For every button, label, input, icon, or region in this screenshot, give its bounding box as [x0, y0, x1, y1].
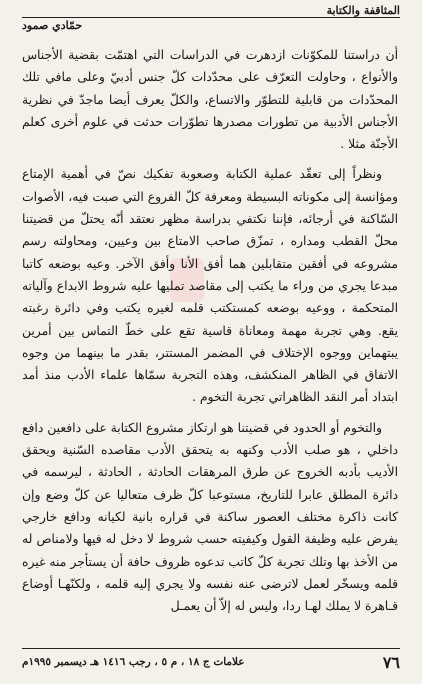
section-title: المثاقفة والكتابة	[326, 4, 400, 17]
page-footer	[22, 648, 400, 675]
page-number: ٧٦	[382, 652, 400, 672]
paragraph-3: والتخوم أو الحدود في قضيتنا هو ارتكاز مشروع الكتابة على دافعين دافع داخلي ، هو صلب الأدب وكنهه به يتحقق الأدب مقاصده السّنية ويحقق الأديب بأدبه الخروج عن طرق المرهقات الحادثة ، الحادثة ، ليرسمه في دائرة المطلق عابرا للتاريخ، مستوعبا كلّ ظرف متعاليا عن كلّ وضع وإن كانت ذاكرة مختلف العصور ساكنة في قراره بانية لكيانه ودافع خارجي يفرض عليه وظيفة القول وكيفيته حسب شروط لا دخل له فيها ولامناص له من الأخذ بها وتلك تجربة كلّ كاتب تدعوه ظروف حافة أن يستأجر منه غيره قلمه ويسخّر لعمل لاترضى عنه نفسه ولا يجري إليه قلمه ، ولكنّهـا أوضاع قـاهرة لا يملك لهـا ردا، وليس له إلاّ أن يعمـل	[22, 420, 398, 614]
running-header	[22, 3, 400, 37]
paragraph-2: ونظراً إلى تعقّد عملية الكتابة وصعوبة تفكيك نصّ في أهمية الإمتاع ومؤانسة إلى مكوناته البسيطة ومعرفة كلّ الفروع التي صبت فيه، الأصوات السّاكنة في أرجائه، فإننا نكتفي بدراسة مظهر نعتقد أنّه يحتلّ من قضيتنا محلّ القطب ومداره ، تمزّق صاحب الامتاع بين وعيين، ومحاولته رسم مشروعه في أفقين متقابلين هما أفق الأنا وأفق الآخر. وعيه بوضعه كاتبا مبدعا يجري من وراء ما يكتب إلى مقاصد تمليها عليه شروط الابداع وآلياته المتحكمة ، ووعيه بوضعه كمستكتب قلمه لغيره يكتب وفي دائرة رغبته يقع. وهي تجربة مهمة ومعاناة قاسية تقع على خطّ التماس بين أمرين يبتهماين ووجوه الإختلاف في المضمر المستتر، بقدر ما بينهما من وجوه الاتفاق في الظاهر المنكشف، وهذه التجربة سمّاها علماء الأدب منذ أمد ابتداد أمر النقد الظاهراتي تجربة التخوم .	[22, 167, 398, 405]
paragraph-1: أن دراستنا للمكوّنات ازدهرت في الدراسات التي اهتمّت بقضية الأجناس والأنواع ، وحاولت التعرّف على محدّدات كلّ جنس أدبيّ وعلى مافي تلك المحدّدات من قابلية للتطوّر والاتساع، والكلّ يعرف أيضا ماجدّ في نظرية الأجناس الأدبية من تطورات مصدرها تطوّرات حدثت في علوم أخرى كعلم الأجنّة مثلا .	[22, 48, 398, 152]
header-rule	[22, 17, 400, 18]
issue-info: علامات ج ١٨ ، م ٥ ، رجب ١٤١٦ هـ ديسمبر ١٩٩٥م	[22, 656, 245, 668]
author-name: حمّادي صمود	[22, 19, 83, 32]
article-body	[22, 44, 398, 617]
